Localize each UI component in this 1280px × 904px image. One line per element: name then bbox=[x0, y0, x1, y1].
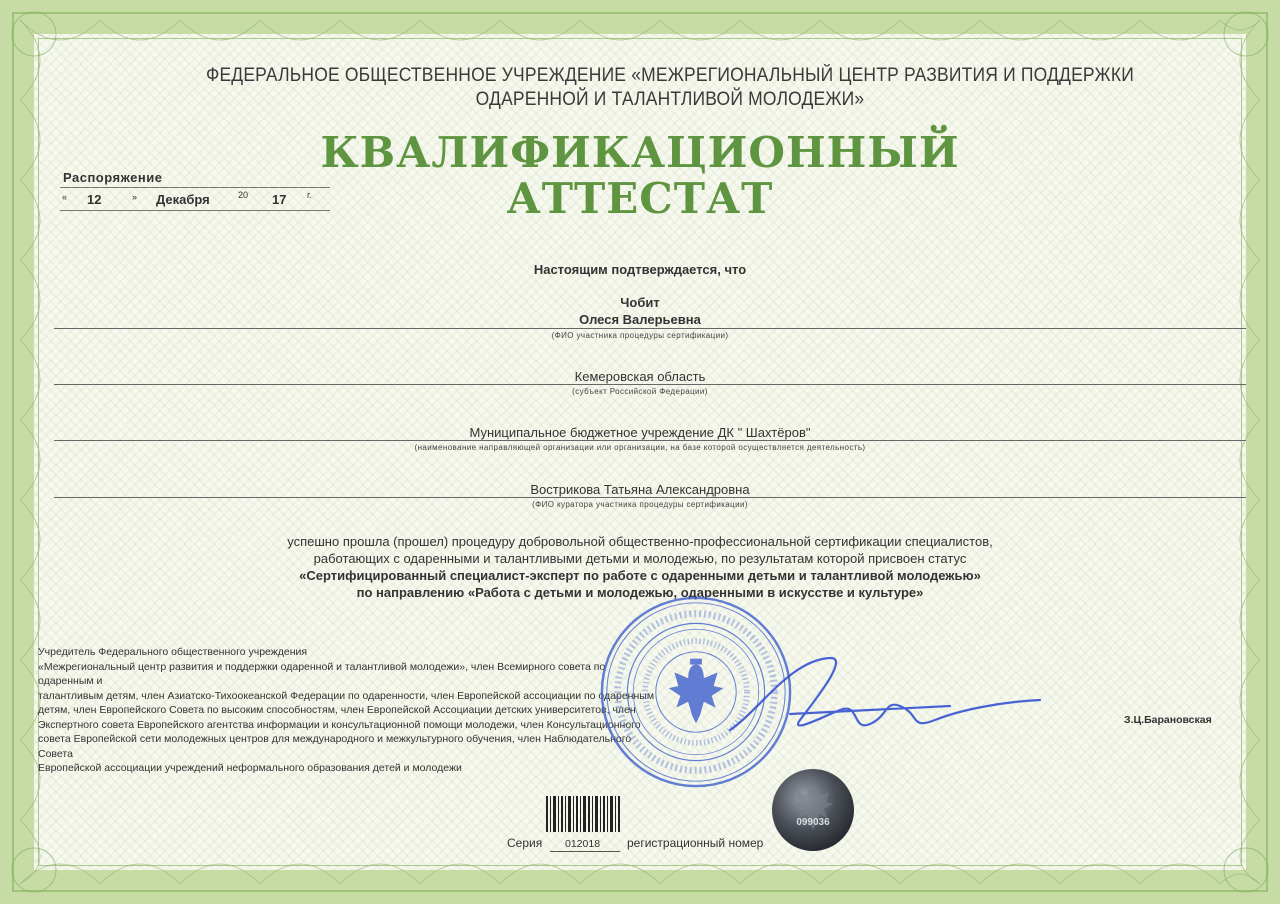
curator-value: Вострикова Татьяна Александровна bbox=[530, 482, 750, 497]
order-label: Распоряжение bbox=[63, 170, 163, 185]
founder-line-4: детям, член Европейского Совета по высоким способностям, член Европейской Ассоциации детских университетов, член bbox=[38, 704, 636, 716]
region-value: Кемеровская область bbox=[574, 369, 706, 384]
certification-statement bbox=[190, 533, 1090, 601]
person-rule bbox=[54, 328, 1246, 329]
document-title bbox=[300, 130, 980, 222]
statement-direction: по направлению «Работа с детьми и молодежью, одаренными в искусстве и культуре» bbox=[356, 585, 924, 600]
order-block bbox=[60, 170, 330, 211]
order-day: 12 bbox=[87, 192, 102, 207]
signer-name: З.Ц.Барановская bbox=[1124, 714, 1212, 726]
order-quote-open: « bbox=[62, 192, 68, 202]
person-caption: (ФИО участника процедуры сертификации) bbox=[551, 331, 729, 340]
person-name: Олеся Валерьевна bbox=[579, 312, 701, 327]
issuer-line-1: ФЕДЕРАЛЬНОЕ ОБЩЕСТВЕННОЕ УЧРЕЖДЕНИЕ «МЕЖРЕГИОНАЛЬНЫЙ ЦЕНТР РАЗВИТИЯ И ПОДДЕРЖКИ bbox=[205, 65, 1135, 86]
founder-info bbox=[38, 645, 663, 776]
series-label: Серия bbox=[507, 836, 543, 850]
statement-line-1: успешно прошла (прошел) процедуру добровольной общественно-профессиональной сертификации специалистов, bbox=[287, 534, 993, 549]
order-bottom-rule bbox=[60, 210, 330, 211]
person-surname: Чобит bbox=[620, 295, 660, 310]
curator-rule bbox=[54, 497, 1246, 498]
organization-rule bbox=[54, 440, 1246, 441]
statement-status: «Сертифицированный специалист-эксперт по работе с одаренными детьми и талантливой молодежью» bbox=[299, 568, 981, 583]
founder-line-6: совета Европейской сети молодежных центров для международного и межкультурного обучения, член Наблюдательного Совета bbox=[38, 733, 632, 760]
founder-line-7: Европейской ассоциации учреждений неформального образования детей и молодежи bbox=[38, 762, 462, 774]
hologram-number: 099036 bbox=[796, 817, 830, 828]
region-caption: (субъект Российской Федерации) bbox=[572, 387, 708, 396]
order-year: 17 bbox=[272, 192, 287, 207]
order-month: Декабря bbox=[156, 192, 210, 207]
signature bbox=[720, 640, 1050, 750]
issuer-header bbox=[192, 64, 1149, 112]
founder-line-2: «Межрегиональный центр развития и поддержки одаренной и талантливой молодежи», член Всемирного совета по одаренным и bbox=[38, 660, 606, 687]
founder-line-1: Учредитель Федерального общественного учреждения bbox=[38, 646, 308, 658]
founder-line-5: Экспертного совета Европейского агентства информации и консультационной помощи молодежи, член Консультационного bbox=[38, 718, 641, 731]
curator-caption: (ФИО куратора участника процедуры сертификации) bbox=[532, 500, 748, 509]
hologram-sticker bbox=[771, 768, 855, 852]
region-rule bbox=[54, 384, 1246, 385]
order-year-prefix: 20 bbox=[238, 190, 249, 200]
founder-line-3: талантливым детям, член Азиатско-Тихоокеанской Федерации по одаренности, член Европейской ассоциации по одаренным bbox=[38, 689, 655, 702]
order-quote-close: » bbox=[132, 192, 138, 202]
organization-caption: (наименование направляющей организации или организации, на базе которой осуществляется деятельность) bbox=[414, 443, 866, 452]
series-number: 012018 bbox=[565, 838, 601, 850]
barcode bbox=[546, 796, 622, 832]
issuer-line-2: ОДАРЕННОЙ И ТАЛАНТЛИВОЙ МОЛОДЕЖИ» bbox=[475, 89, 865, 110]
order-date bbox=[60, 188, 330, 210]
order-year-suffix: г. bbox=[307, 190, 312, 200]
series-rule bbox=[550, 851, 620, 852]
statement-line-2: работающих с одаренными и талантливыми детьми и молодежью, по результатам которой присвоен статус bbox=[313, 551, 967, 566]
title-line-2: АТТЕСТАТ bbox=[506, 174, 774, 223]
registration-label: регистрационный номер bbox=[627, 836, 764, 850]
title-line-1: КВАЛИФИКАЦИОННЫЙ bbox=[320, 128, 960, 177]
confirmation-text: Настоящим подтверждается, что bbox=[533, 262, 747, 277]
organization-value: Муниципальное бюджетное учреждение ДК " Шахтёров" bbox=[469, 425, 811, 440]
